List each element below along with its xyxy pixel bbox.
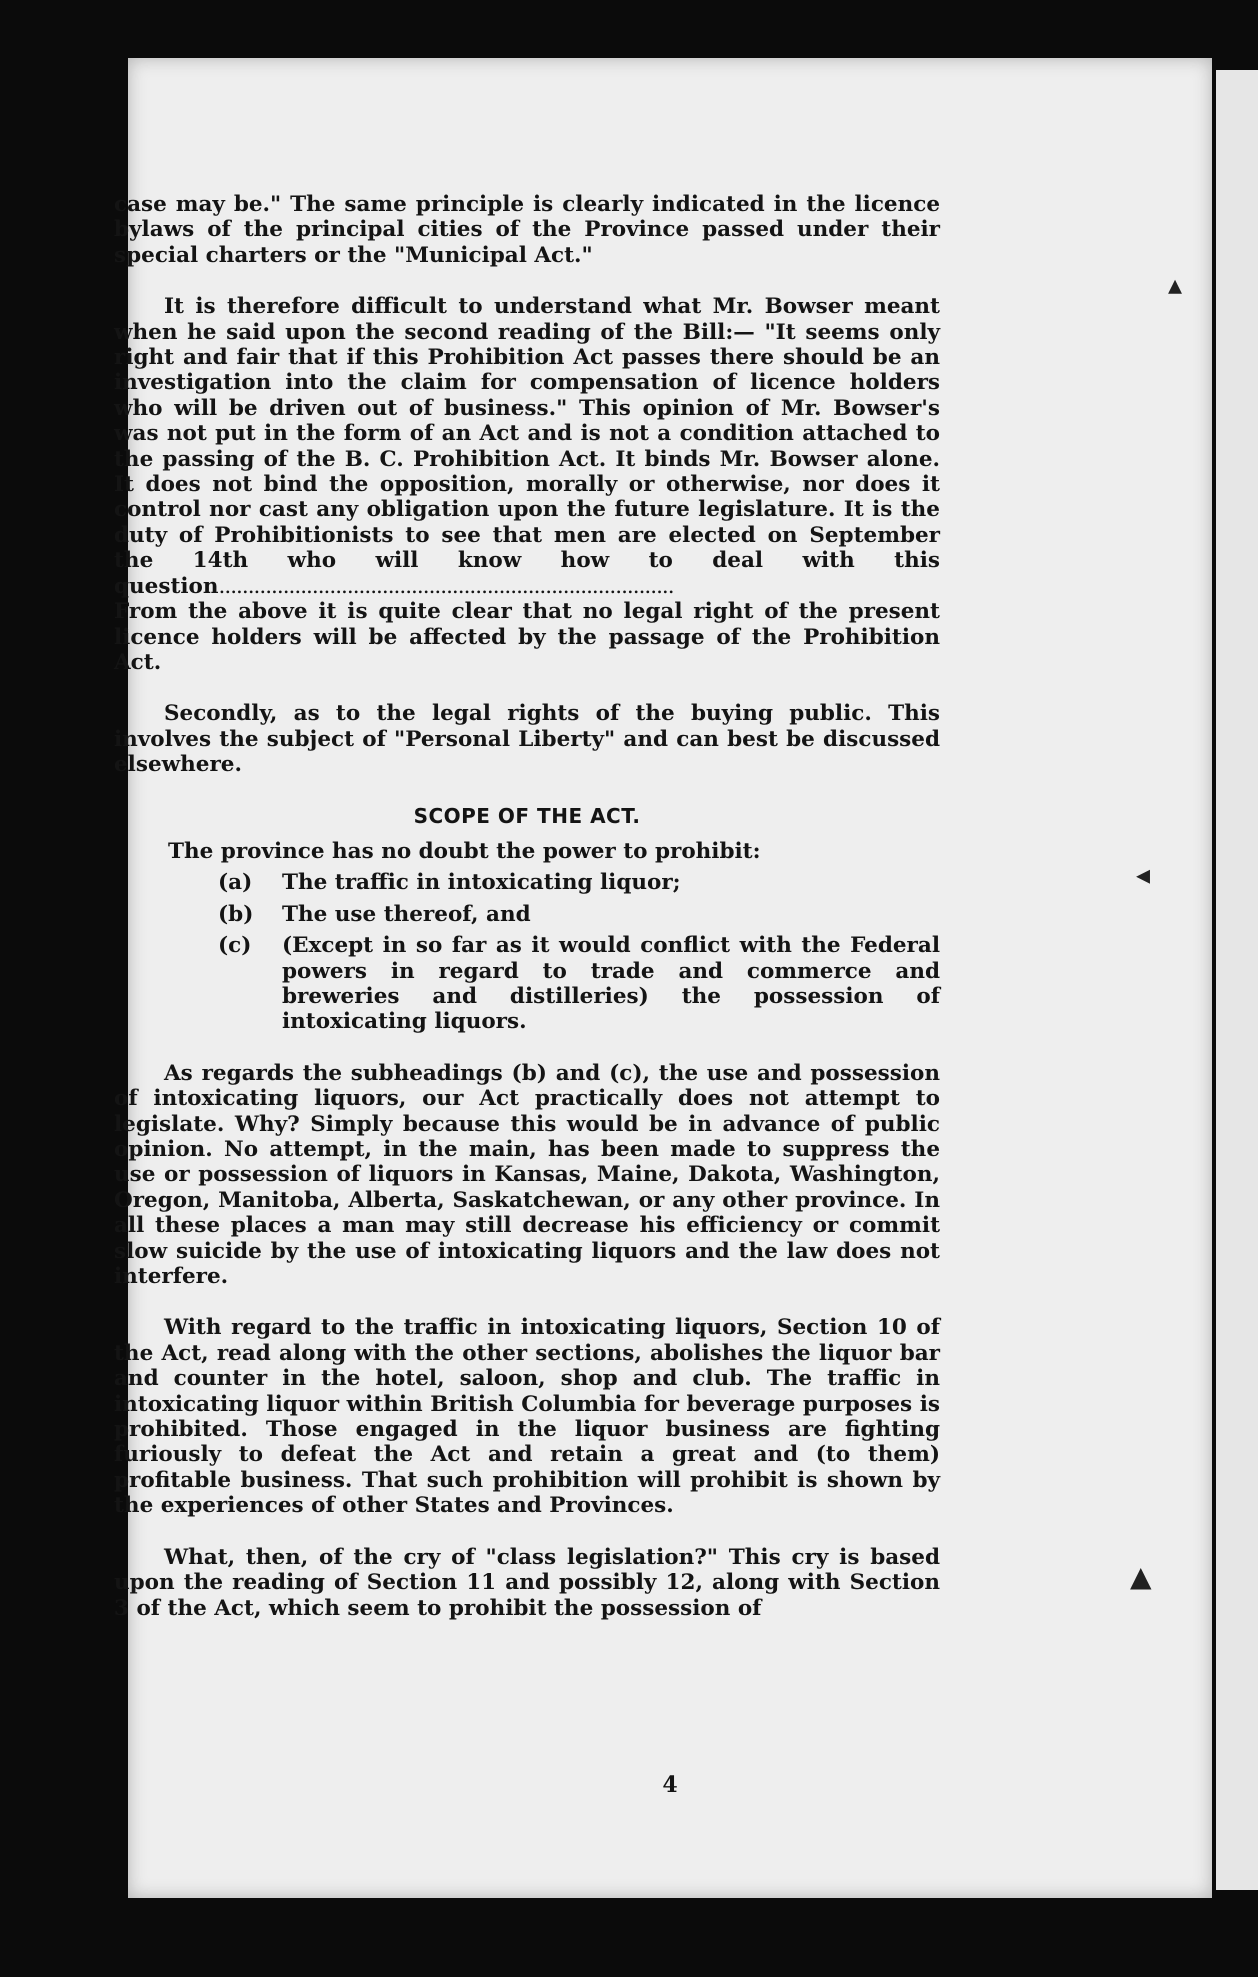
list-text: The traffic in intoxicating liquor; <box>282 870 681 896</box>
adjacent-page-edge <box>1216 70 1258 1890</box>
list-item-b <box>218 902 940 927</box>
list-text: The use thereof, and <box>282 901 531 927</box>
dotted-leader: .............................................................................. <box>218 573 674 599</box>
margin-speck: ◂ <box>1136 858 1151 891</box>
paragraph-2-text: It is therefore difficult to understand what Mr. Bowser meant when he said upon the second reading of the Bill:— "It seems only right and fair that if this Prohibition Act passes there should be an investigation into the claim for compensation of licence holders who will be driven out of business." This opinion of Mr. Bowser's was not put in the form of an Act and is not a condition attached to the passing of the B. C. Prohibition Act. It binds Mr. Bowser alone. It does not bind the opposition, morally or otherwise, nor does it control nor cast any obligation upon the future legislature. It is the duty of Prohibitionists to see that men are elected on September the 14th who will know how to deal with this question <box>114 294 940 599</box>
page-number: 4 <box>662 1772 678 1798</box>
paragraph-4: Secondly, as to the legal rights of the buying public. This involves the subject of "Personal Liberty" and can best be discussed elsewhere. <box>114 701 940 778</box>
list-item-a <box>218 870 940 895</box>
page-body <box>114 192 940 1647</box>
paragraph-6: With regard to the traffic in intoxicating liquors, Section 10 of the Act, read along with the other sections, abolishes the liquor bar and counter in the hotel, saloon, shop and club. The traffic in intoxicating liquor within British Columbia for beverage purposes is prohibited. Those engaged in the liquor business are fighting furiously to defeat the Act and retain a great and (to them) profitable business. That such prohibition will prohibit is shown by the experiences of other States and Provinces. <box>114 1315 940 1519</box>
margin-speck: ▲ <box>1130 1560 1152 1593</box>
list-marker: (a) <box>218 870 253 896</box>
list-intro: The province has no doubt the power to prohibit: <box>168 838 761 864</box>
paragraph-7: What, then, of the cry of "class legislation?" This cry is based upon the reading of Section 11 and possibly 12, along with Section 3 of the Act, which seem to prohibit the possession of <box>114 1544 940 1621</box>
margin-speck: ▴ <box>1168 268 1183 301</box>
paragraph-3: From the above it is quite clear that no legal right of the present licence holders will be affected by the passage of the Prohibition Act. <box>114 599 940 675</box>
list-marker: (c) <box>218 933 252 959</box>
paragraph-5: As regards the subheadings (b) and (c), the use and possession of intoxicating liquors, our Act practically does not attempt to legislate. Why? Simply because this would be in advance of public opinion. No attempt, in the main, has been made to suppress the use or possession of liquors in Kansas, Maine, Dakota, Washington, Oregon, Manitoba, Alberta, Saskatchewan, or any other province. In all these places a man may still decrease his efficiency or commit slow suicide by the use of intoxicating liquors and the law does not interfere. <box>114 1060 940 1290</box>
paragraph-2 <box>114 294 940 599</box>
list-marker: (b) <box>218 901 254 927</box>
list-text: (Except in so far as it would conflict with the Federal powers in regard to trade and commerce and breweries and distilleries) the possession of intoxicating liquors. <box>282 933 940 1035</box>
section-heading: SCOPE OF THE ACT. <box>413 803 641 828</box>
paragraph-1: case may be." The same principle is clearly indicated in the licence bylaws of the principal cities of the Province passed under their special charters or the "Municipal Act." <box>114 192 940 268</box>
list-item-c <box>218 933 940 1035</box>
